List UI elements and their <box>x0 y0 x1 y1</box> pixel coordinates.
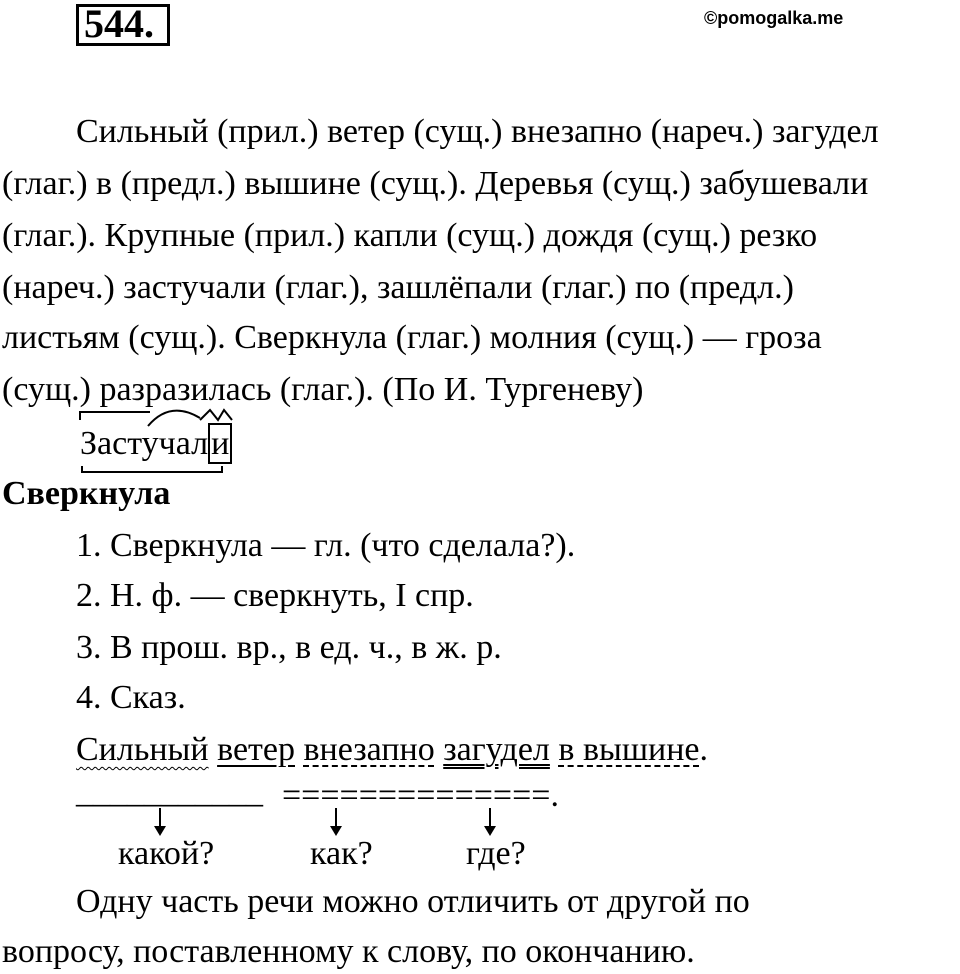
exercise-number: 544. <box>84 1 154 46</box>
parsed-word-5: в вышине <box>558 731 700 768</box>
parsed-sentence: Сильный ветер внезапно загудел в вышине. <box>76 731 709 768</box>
conclusion-line-2: вопросу, поставленному к слову, по окончанию. <box>2 933 695 970</box>
text-line-3: (глаг.). Крупные (прил.) капли (сущ.) дождя (сущ.) резко <box>2 217 818 254</box>
text-line-6: (сущ.) разразилась (глаг.). (По И. Тургеневу) <box>2 371 644 408</box>
parsed-word-3: внезапно <box>303 731 435 768</box>
question-1: какой? <box>118 835 215 872</box>
question-3: где? <box>466 835 526 872</box>
parsed-word-4: загудел <box>443 731 550 768</box>
analysis-item-3: 3. В прош. вр., в ед. ч., в ж. р. <box>76 629 502 666</box>
arrow-1 <box>154 808 166 836</box>
conclusion-line-1: Одну часть речи можно отличить от другой по <box>76 883 750 920</box>
arrow-3 <box>484 808 496 836</box>
word-ending: и <box>208 423 232 464</box>
analysis-item-4: 4. Сказ. <box>76 679 186 716</box>
analysis-item-2: 2. Н. ф. — сверкнуть, I спр. <box>76 577 474 614</box>
analysis-title: Сверкнула <box>2 475 171 512</box>
text-line-2: (глаг.) в (предл.) вышине (сущ.). Деревья (сущ.) забушевали <box>2 165 869 202</box>
parsed-word-2: ветер <box>217 731 295 768</box>
text-line-4: (нареч.) застучали (глаг.), зашлёпали (глаг.) по (предл.) <box>2 269 794 306</box>
arrow-2 <box>330 808 342 836</box>
text-line-5: листьям (сущ.). Сверкнула (глаг.) молния (сущ.) — гроза <box>2 319 822 356</box>
text-line-1: Сильный (прил.) ветер (сущ.) внезапно (нареч.) загудел <box>76 113 879 150</box>
scheme-line-1: ___________ <box>76 773 263 810</box>
scheme-line-2: ==============. <box>282 777 559 814</box>
parsed-word-1: Сильный <box>76 731 209 768</box>
analysis-item-1: 1. Сверкнула — гл. (что сделала?). <box>76 527 576 564</box>
question-2: как? <box>310 835 373 872</box>
watermark: ©pomogalka.me <box>704 8 844 28</box>
word-stem: Застучал <box>80 425 209 462</box>
